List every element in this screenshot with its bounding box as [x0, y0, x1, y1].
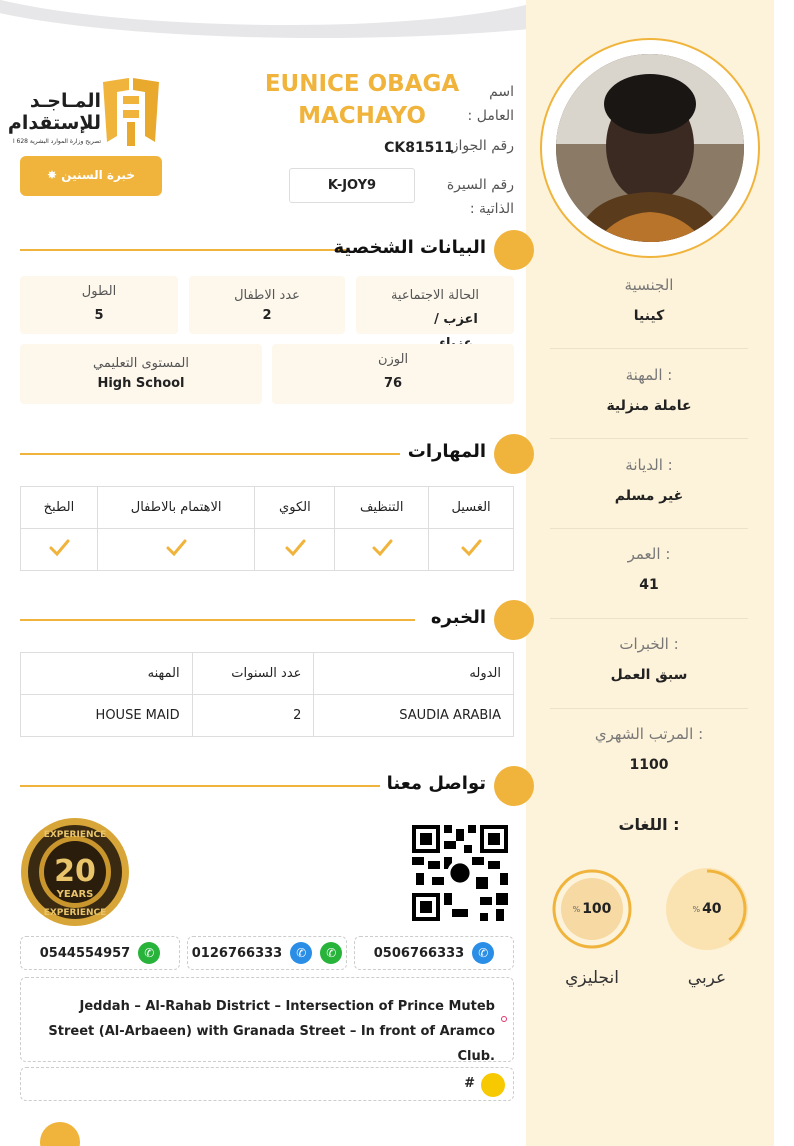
- religion-value: غير مسلم: [614, 488, 684, 504]
- experience-seal-icon: [20, 817, 130, 927]
- cv-label: رقم السيرة الذاتية :: [446, 177, 514, 217]
- skill-ironing: الكوي: [255, 487, 335, 529]
- snapchat-box[interactable]: [20, 1067, 514, 1101]
- salary-item: [550, 723, 748, 773]
- worker-photo: [556, 54, 744, 242]
- religion-label: الديانة :: [625, 456, 673, 474]
- language-name-english: انجليزي: [565, 968, 619, 988]
- phone-number-1[interactable]: 0506766333: [373, 945, 465, 961]
- section-line: [20, 785, 380, 787]
- height-label: الطول: [81, 284, 117, 299]
- children-value: 2: [262, 308, 272, 323]
- experience-table: [20, 652, 514, 737]
- bottom-decoration: [40, 1122, 80, 1146]
- phone-icon: ✆: [472, 942, 494, 964]
- table-header-row: [21, 487, 514, 529]
- experience-label: الخبرات :: [619, 635, 679, 653]
- height-card: [20, 276, 178, 334]
- language-ring-english: % 100: [551, 868, 633, 950]
- phone-icon: ✆: [290, 942, 312, 964]
- nationality-item: [550, 274, 748, 324]
- section-line: [20, 453, 400, 455]
- check-icon: [460, 538, 482, 558]
- weight-label: الوزن: [377, 352, 409, 367]
- star-icon: ✸: [47, 168, 62, 182]
- cell-profession: HOUSE MAID: [21, 695, 193, 737]
- language-name-arabic: عربي: [687, 968, 727, 988]
- check-icon: [284, 538, 306, 558]
- check-icon: [48, 538, 70, 558]
- job-value: عاملة منزلية: [606, 398, 692, 414]
- children-label: عدد الاطفال: [234, 288, 300, 303]
- skills-section-title: المهارات: [407, 441, 486, 462]
- passport-value: CK81511: [384, 140, 454, 156]
- seal-years: YEARS: [56, 889, 94, 900]
- cell-country: SAUDIA ARABIA: [314, 695, 514, 737]
- status-value: اعزب /: [434, 312, 478, 327]
- language-ring-arabic: % 40: [666, 868, 748, 950]
- snapchat-icon: [481, 1073, 505, 1097]
- phone-number-2[interactable]: 0126766333: [191, 945, 283, 961]
- skill-washing: الغسيل: [429, 487, 514, 529]
- seal-bottom-text: EXPERIENCE: [43, 908, 107, 918]
- weight-value: 76: [383, 376, 403, 391]
- personal-section-title: البيانات الشخصية: [333, 237, 486, 258]
- header-years: عدد السنوات: [192, 653, 314, 695]
- language-percent: 100: [582, 901, 612, 917]
- section-dot: [494, 766, 534, 806]
- nationality-label: الجنسية: [624, 276, 674, 294]
- passport-label: رقم الجواز: [451, 138, 514, 154]
- section-line: [20, 619, 415, 621]
- religion-item: [550, 454, 748, 504]
- snapchat-handle[interactable]: #: [464, 1076, 475, 1091]
- badge-text: خبرة السنين: [61, 168, 135, 182]
- height-value: 5: [94, 308, 104, 323]
- address-box: [20, 977, 514, 1062]
- location-pin-icon: [501, 1016, 507, 1022]
- experience-badge: [20, 156, 162, 196]
- seal-number: 20: [54, 854, 96, 889]
- skill-cleaning: التنظيف: [335, 487, 429, 529]
- job-label: المهنة :: [625, 366, 673, 384]
- section-line: [20, 249, 350, 251]
- table-row: [21, 529, 514, 571]
- header-profession: المهنه: [21, 653, 193, 695]
- check-icon: [165, 538, 187, 558]
- experience-section-title: الخبره: [430, 607, 486, 628]
- experience-value: سبق العمل: [610, 667, 688, 683]
- section-dot: [494, 434, 534, 474]
- age-item: [550, 543, 748, 593]
- address-text: Jeddah – Al-Rahab District – Intersection of Prince Muteb Street (Al-Arbaeen) with Granada Street – In front of Aramco Club.: [48, 999, 495, 1064]
- phone-number-3[interactable]: 0544554957: [39, 945, 131, 961]
- skill-childcare: الاهتمام بالاطفال: [97, 487, 255, 529]
- divider: [550, 348, 748, 349]
- skill-cooking: الطبخ: [21, 487, 98, 529]
- status-label: الحالة الاجتماعية: [390, 288, 480, 303]
- age-value: 41: [639, 577, 659, 593]
- worker-name: EUNICE OBAGA MACHAYO: [264, 71, 460, 129]
- phone-contact-1[interactable]: [354, 936, 514, 970]
- divider: [550, 438, 748, 439]
- section-dot: [494, 600, 534, 640]
- logo-title-1: المـاجـد: [29, 90, 101, 112]
- status-card: [356, 276, 514, 334]
- qr-code[interactable]: [412, 825, 508, 921]
- weight-card: [272, 344, 514, 404]
- education-label: المستوى التعليمي: [93, 356, 189, 371]
- divider: [550, 528, 748, 529]
- contact-section-title: تواصل معنا: [386, 773, 486, 794]
- job-item: [550, 364, 748, 414]
- logo-subtitle: تصريح وزارة الموارد البشرية 628 ا: [12, 138, 101, 145]
- cell-years: 2: [192, 695, 314, 737]
- section-dot: [494, 230, 534, 270]
- skills-table: [20, 486, 514, 571]
- header-country: الدوله: [314, 653, 514, 695]
- education-value: High School: [97, 376, 185, 391]
- name-label: اسم العامل :: [467, 84, 514, 124]
- phone-contact-2[interactable]: [187, 936, 347, 970]
- language-percent: 40: [702, 901, 722, 917]
- phone-contact-3[interactable]: [20, 936, 180, 970]
- table-row: [21, 695, 514, 737]
- experience-item: [550, 633, 748, 683]
- education-card: [20, 344, 262, 404]
- nationality-value: كينيا: [633, 308, 665, 324]
- whatsapp-icon: ✆: [138, 942, 160, 964]
- whatsapp-icon: ✆: [320, 942, 342, 964]
- company-logo: [7, 76, 163, 156]
- salary-label: المرتب الشهري :: [594, 725, 704, 743]
- salary-value: 1100: [629, 757, 669, 773]
- divider: [550, 708, 748, 709]
- logo-mark-icon: [99, 76, 163, 148]
- languages-title: اللغات :: [618, 815, 680, 834]
- age-label: العمر :: [627, 545, 671, 563]
- check-icon: [371, 538, 393, 558]
- seal-top-text: EXPERIENCE: [43, 830, 107, 840]
- divider: [550, 618, 748, 619]
- children-card: [189, 276, 345, 334]
- logo-title-2: للإستقدام: [7, 112, 101, 134]
- table-header-row: [21, 653, 514, 695]
- cv-number: K-JOY9: [289, 168, 415, 203]
